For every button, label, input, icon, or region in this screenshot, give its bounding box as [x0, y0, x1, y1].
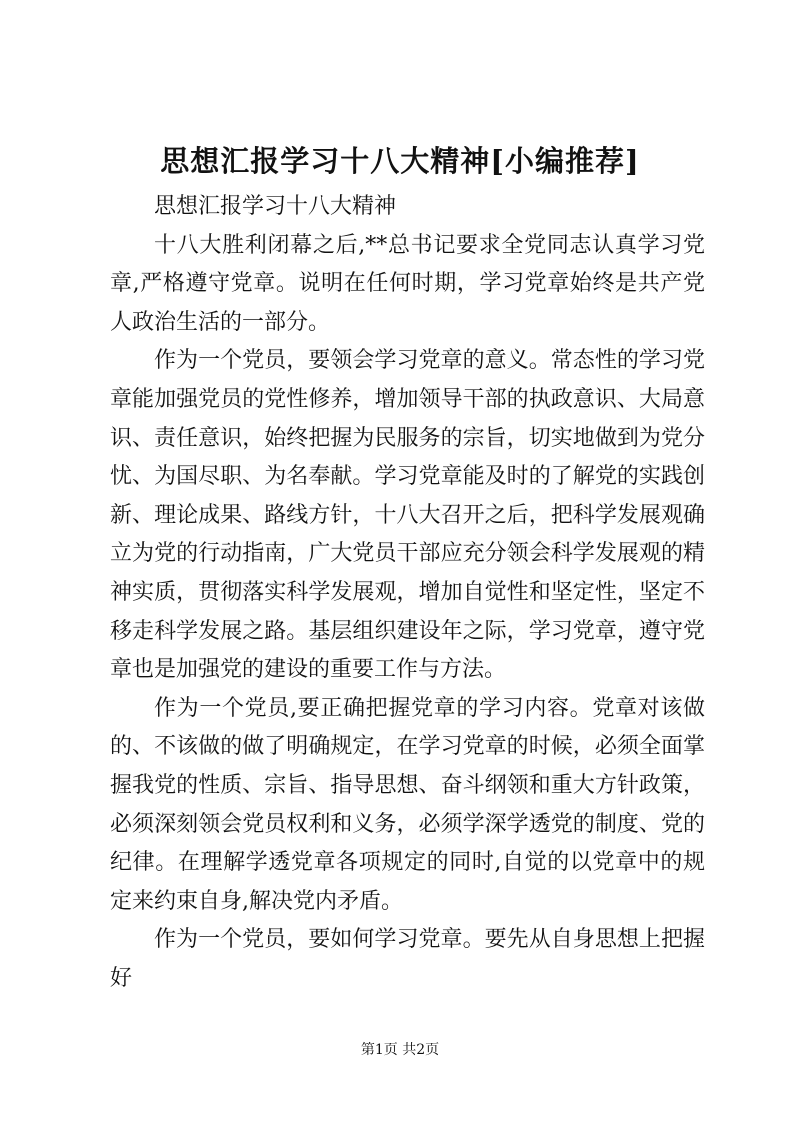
- body-paragraph: 作为一个党员,要正确把握党章的学习内容。党章对该做的、不该做的做了明确规定，在学习党章的时候，必须全面掌握我党的性质、宗旨、指导思想、奋斗纲领和重大方针政策，必须深刻领会党员权利和义务，必须学深学透党的制度、党的纪律。在理解学透党章各项规定的同时,自觉的以党章中的规定来约束自身,解决党内矛盾。: [110, 695, 705, 914]
- body-paragraph: 作为一个党员，要如何学习党章。要先从自身思想上把握好: [110, 927, 705, 991]
- page-footer: 第1页 共2页: [360, 1042, 440, 1058]
- subtitle-paragraph: 思想汇报学习十八大精神: [154, 194, 397, 219]
- document-body: [110, 188, 705, 998]
- document-title: 思想汇报学习十八大精神[小编推荐]: [160, 144, 640, 178]
- body-paragraph: 作为一个党员，要领会学习党章的意义。常态性的学习党章能加强党员的党性修养，增加领导干部的执政意识、大局意识、责任意识，始终把握为民服务的宗旨，切实地做到为党分忧、为国尽职、为名奉献。学习党章能及时的了解党的实践创新、理论成果、路线方针，十八大召开之后，把科学发展观确立为党的行动指南，广大党员干部应充分领会科学发展观的精神实质，贯彻落实科学发展观，增加自觉性和坚定性，坚定不移走科学发展之路。基层组织建设年之际，学习党章，遵守党章也是加强党的建设的重要工作与方法。: [110, 348, 705, 683]
- body-paragraph: 十八大胜利闭幕之后,**总书记要求全党同志认真学习党章,严格遵守党章。说明在任何时期，学习党章始终是共产党人政治生活的一部分。: [110, 232, 705, 335]
